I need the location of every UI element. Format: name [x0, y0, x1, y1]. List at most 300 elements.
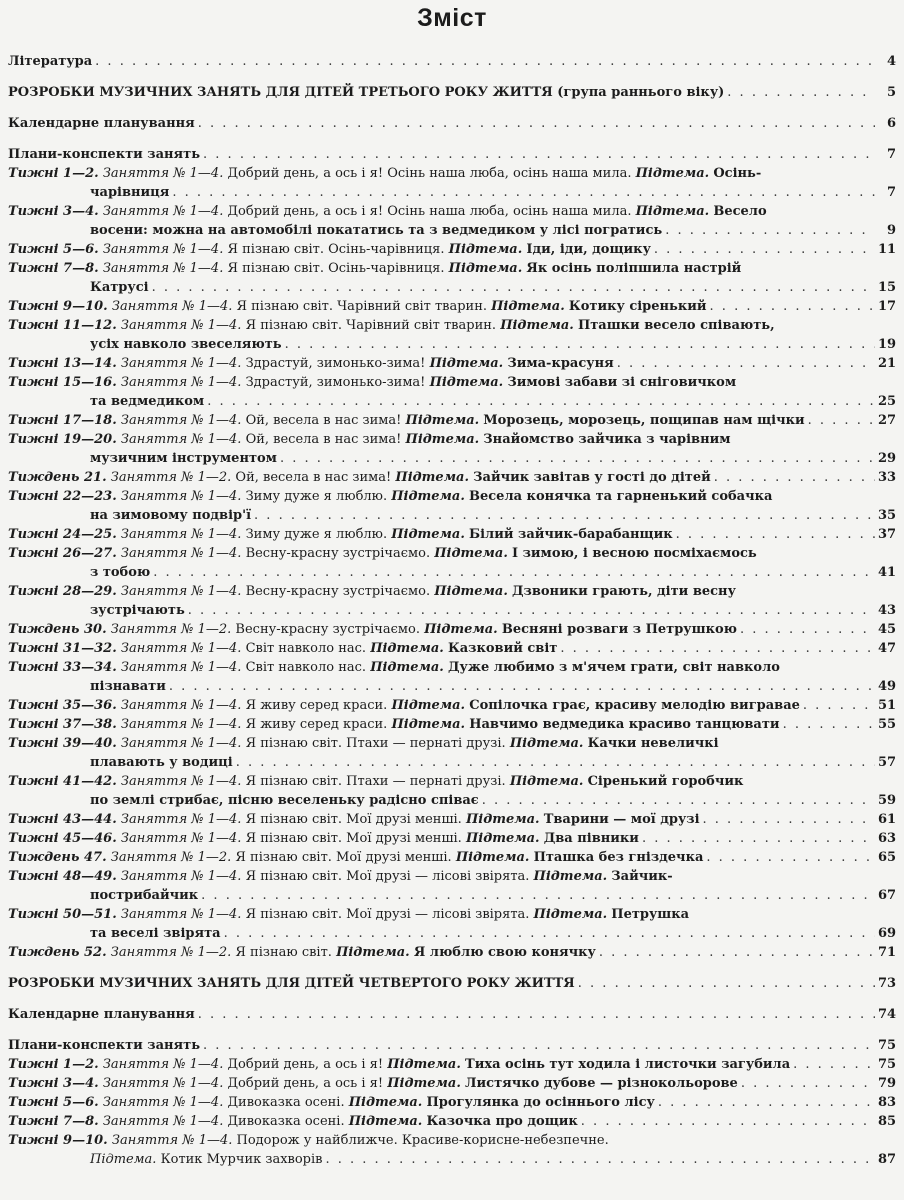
toc-line-continuation	[8, 563, 896, 582]
toc-entry-text	[8, 1112, 578, 1131]
toc-entry	[8, 297, 896, 316]
weeks-label: Тижні 1—2.	[8, 1057, 99, 1072]
subtopic-text: плавають у водиці	[90, 755, 233, 770]
toc-line	[8, 734, 896, 753]
page-number: 9	[886, 223, 896, 238]
subtopic-label: Підтема.	[405, 413, 480, 428]
toc-entry-text	[8, 1074, 738, 1093]
subtopic-label: Підтема.	[90, 1152, 157, 1167]
subtopic-label: Підтема.	[395, 470, 470, 485]
page-number: 17	[878, 299, 897, 314]
dot-leader	[280, 449, 875, 468]
toc-line	[8, 1036, 896, 1055]
weeks-label: Тиждень 52.	[8, 945, 107, 960]
dot-leader	[203, 145, 875, 164]
subtopic-text: Тварини — мої друзі	[543, 812, 700, 827]
dot-leader	[169, 677, 875, 696]
subtopic-label: Підтема.	[448, 261, 523, 276]
toc-entry-text	[8, 715, 780, 734]
page-number: 83	[878, 1095, 897, 1110]
toc-line	[8, 468, 896, 487]
toc-entry	[8, 829, 896, 848]
subtopic-label: Підтема.	[455, 850, 530, 865]
toc-line	[8, 114, 896, 133]
lesson-label: Заняття № 1—2.	[110, 945, 232, 960]
topic-text: Я пізнаю світ. Осінь-чарівниця.	[227, 242, 445, 257]
toc-entry	[8, 974, 896, 993]
dot-leader	[188, 601, 875, 620]
weeks-label: Тижні 7—8.	[8, 1114, 99, 1129]
subtopic-label: Підтема.	[635, 204, 710, 219]
toc-entry-text	[8, 297, 707, 316]
lesson-label: Заняття № 1—4.	[102, 1095, 224, 1110]
subtopic-label: Підтема.	[370, 660, 444, 675]
subtopic-text: Листячко дубове — різнокольорове	[465, 1076, 738, 1091]
toc-entry	[8, 430, 896, 468]
subtopic-label: Підтема.	[424, 622, 498, 637]
toc-line	[8, 1074, 896, 1093]
toc-entry-text	[8, 240, 651, 259]
toc-entry-continuation	[90, 335, 282, 354]
toc-entry	[8, 943, 896, 962]
toc-line	[8, 905, 896, 924]
dot-leader	[207, 392, 875, 411]
toc-entry-text	[8, 259, 741, 278]
toc-entry	[8, 52, 896, 71]
toc-line	[8, 848, 896, 867]
subtopic-label: Підтема.	[391, 717, 466, 732]
lesson-label: Заняття № 1—4.	[120, 698, 242, 713]
toc-line-continuation	[8, 886, 896, 905]
lesson-label: Заняття № 1—4.	[120, 318, 242, 333]
subtopic-label: Підтема.	[370, 641, 444, 656]
page-number: 47	[878, 641, 897, 656]
subtopic-label: Підтема.	[387, 1076, 461, 1091]
lesson-label: Заняття № 1—4.	[120, 660, 242, 675]
topic-text: Я пізнаю світ. Чарівний світ тварин.	[245, 318, 497, 333]
topic-text: Я пізнаю світ. Мої друзі — лісові звірята.	[245, 869, 530, 884]
toc-entry	[8, 582, 896, 620]
toc-entry	[8, 1112, 896, 1131]
subtopic-text: Прогулянка до осіннього лісу	[426, 1095, 655, 1110]
toc-line-continuation	[8, 392, 896, 411]
subtopic-label: Підтема.	[391, 698, 466, 713]
dot-leader	[153, 563, 875, 582]
toc-entry-text	[8, 582, 736, 601]
topic-text: Добрий день, а ось і я! Осінь наша люба, осінь наша мила.	[227, 166, 632, 181]
dot-leader	[793, 1055, 875, 1074]
dot-leader	[198, 114, 875, 133]
subtopic-text: Весело	[713, 204, 767, 219]
weeks-label: Тижні 41—42.	[8, 774, 117, 789]
toc-entry-text	[8, 411, 805, 430]
weeks-label: Тижні 5—6.	[8, 242, 99, 257]
toc-entry-continuation	[90, 506, 251, 525]
toc-entry-title: Плани-конспекти занять	[8, 147, 201, 162]
toc-line	[8, 240, 896, 259]
page-number: 37	[878, 527, 897, 542]
toc-entry-text	[8, 525, 673, 544]
lesson-label: Заняття № 1—4.	[111, 299, 233, 314]
page-number: 21	[878, 356, 897, 371]
toc-line-continuation	[8, 791, 896, 810]
toc-line	[8, 83, 896, 102]
toc-entry-text	[8, 1131, 609, 1150]
toc-entry	[8, 658, 896, 696]
weeks-label: Тижні 9—10.	[8, 1133, 108, 1148]
lesson-label: Заняття № 1—4.	[120, 812, 242, 827]
topic-text: Я пізнаю світ. Осінь-чарівниця.	[227, 261, 445, 276]
subtopic-text: Знайомство зайчика з чарівним	[483, 432, 731, 447]
subtopic-label: Підтема.	[391, 527, 465, 542]
toc-entry-continuation	[90, 449, 277, 468]
toc-entry-title: Календарне планування	[8, 1007, 195, 1022]
subtopic-text: зустрічають	[90, 603, 185, 618]
toc-entry-text	[8, 544, 757, 563]
toc-line	[8, 164, 896, 183]
toc-entry-text	[8, 202, 767, 221]
page-number: 67	[878, 888, 897, 903]
subtopic-text: з тобою	[90, 565, 151, 580]
subtopic-text: Зайчик-	[611, 869, 673, 884]
subtopic-text: Зима-красуня	[507, 356, 614, 371]
lesson-label: Заняття № 1—4.	[102, 261, 224, 276]
dot-leader	[152, 278, 875, 297]
dot-leader	[285, 335, 875, 354]
toc-line	[8, 974, 896, 993]
table-of-contents	[8, 52, 896, 1169]
page-number: 65	[878, 850, 897, 865]
dot-leader	[665, 221, 875, 240]
topic-text: Здрастуй, зимонько-зима!	[245, 356, 426, 371]
toc-entry-text	[8, 943, 596, 962]
toc-entry-text	[8, 658, 780, 677]
page-number: 51	[878, 698, 897, 713]
lesson-label: Заняття № 1—4.	[120, 356, 242, 371]
topic-text: Добрий день, а ось і я! Осінь наша люба, осінь наша мила.	[227, 204, 632, 219]
page-number: 61	[878, 812, 897, 827]
topic-text: Здрастуй, зимонько-зима!	[245, 375, 426, 390]
topic-text: Світ навколо нас.	[245, 660, 367, 675]
topic-text: Я пізнаю світ. Мої друзі менші.	[235, 850, 452, 865]
toc-entry	[8, 848, 896, 867]
toc-entry-text	[8, 487, 772, 506]
dot-leader	[803, 696, 875, 715]
toc-entry-continuation	[90, 886, 198, 905]
topic-text: Я пізнаю світ. Птахи — пернаті друзі.	[245, 736, 506, 751]
toc-entry-title: РОЗРОБКИ МУЗИЧНИХ ЗАНЯТЬ ДЛЯ ДІТЕЙ ЧЕТВЕРТОГО РОКУ ЖИТТЯ	[8, 976, 575, 991]
dot-leader	[741, 1074, 875, 1093]
weeks-label: Тиждень 30.	[8, 622, 107, 637]
subtopic-text: Дуже любимо з м'ячем грати, світ навколо	[447, 660, 780, 675]
lesson-label: Заняття № 1—4.	[102, 242, 224, 257]
toc-line	[8, 411, 896, 430]
toc-entry-text	[8, 848, 703, 867]
subtopic-text: Петрушка	[611, 907, 690, 922]
subtopic-text: Казковий світ	[447, 641, 558, 656]
subtopic-text: Морозець, морозець, пощипав нам щічки	[483, 413, 805, 428]
page-number: 41	[878, 565, 897, 580]
lesson-label: Заняття № 1—4.	[102, 204, 224, 219]
toc-entry	[8, 114, 896, 133]
toc-entry	[8, 1093, 896, 1112]
subtopic-label: Підтема.	[348, 1095, 423, 1110]
dot-leader	[727, 83, 875, 102]
subtopic-text: Пташка без гніздечка	[533, 850, 704, 865]
toc-line	[8, 810, 896, 829]
topic-text: Дивоказка осені.	[227, 1114, 345, 1129]
page-number: 29	[878, 451, 897, 466]
lesson-label: Заняття № 1—4.	[120, 641, 242, 656]
dot-leader	[560, 639, 875, 658]
toc-line	[8, 1093, 896, 1112]
lesson-label: Заняття № 1—4.	[120, 869, 242, 884]
dot-leader	[783, 715, 875, 734]
subtopic-label: Підтема.	[533, 869, 608, 884]
weeks-label: Тижні 15—16.	[8, 375, 117, 390]
subtopic-text: музичним інструментом	[90, 451, 277, 466]
dot-leader	[617, 354, 875, 373]
page-number: 6	[886, 116, 896, 131]
toc-line	[8, 373, 896, 392]
lesson-label: Заняття № 1—4.	[120, 831, 242, 846]
lesson-label: Заняття № 1—4.	[120, 774, 242, 789]
weeks-label: Тиждень 21.	[8, 470, 107, 485]
toc-entry	[8, 259, 896, 297]
weeks-label: Тижні 3—4.	[8, 204, 99, 219]
toc-entry-continuation	[90, 183, 169, 202]
subtopic-text: по землі стрибає, пісню веселеньку радісно співає	[90, 793, 479, 808]
toc-entry-continuation	[90, 677, 166, 696]
toc-entry-text	[8, 772, 743, 791]
toc-line	[8, 829, 896, 848]
weeks-label: Тижні 37—38.	[8, 717, 117, 732]
subtopic-label: Підтема.	[491, 299, 565, 314]
weeks-label: Тижні 9—10.	[8, 299, 108, 314]
dot-leader	[198, 1005, 875, 1024]
page-number: 49	[878, 679, 897, 694]
page-number: 71	[878, 945, 897, 960]
subtopic-label: Підтема.	[509, 736, 584, 751]
weeks-label: Тижні 22—23.	[8, 489, 117, 504]
subtopic-label: Підтема.	[635, 166, 710, 181]
subtopic-text: Я люблю свою конячку	[413, 945, 596, 960]
weeks-label: Тижні 3—4.	[8, 1076, 99, 1091]
toc-entry-continuation	[90, 1150, 322, 1169]
toc-line	[8, 525, 896, 544]
toc-entry	[8, 316, 896, 354]
subtopic-text: Іди, іди, дощику	[526, 242, 651, 257]
weeks-label: Тижні 43—44.	[8, 812, 117, 827]
toc-entry-text	[8, 810, 700, 829]
topic-text: Зиму дуже я люблю.	[245, 489, 388, 504]
toc-entry-continuation	[90, 924, 221, 943]
subtopic-text: Казочка про дощик	[426, 1114, 578, 1129]
toc-entry	[8, 620, 896, 639]
lesson-label: Заняття № 1—4.	[120, 907, 242, 922]
weeks-label: Тижні 11—12.	[8, 318, 117, 333]
topic-text: Я пізнаю світ.	[235, 945, 332, 960]
toc-entry-continuation	[90, 753, 233, 772]
lesson-label: Заняття № 1—2.	[110, 850, 232, 865]
toc-line	[8, 259, 896, 278]
dot-leader	[658, 1093, 875, 1112]
dot-leader	[172, 183, 875, 202]
page-number: 69	[878, 926, 897, 941]
toc-entry	[8, 1005, 896, 1024]
topic-text: Ой, весела в нас зима!	[245, 432, 402, 447]
toc-line	[8, 316, 896, 335]
subtopic-text: І зимою, і весною посміхаємось	[512, 546, 757, 561]
subtopic-text: Качки невеличкі	[587, 736, 719, 751]
lesson-label: Заняття № 1—4.	[102, 166, 224, 181]
toc-line	[8, 145, 896, 164]
topic-text: Подорож у найближче. Красиве-корисне-небезпечне.	[236, 1133, 609, 1148]
subtopic-text: Тиха осінь тут ходила і листочки загубила	[465, 1057, 791, 1072]
topic-text: Я пізнаю світ. Мої друзі менші.	[245, 831, 462, 846]
page-number: 85	[878, 1114, 897, 1129]
weeks-label: Тижні 28—29.	[8, 584, 117, 599]
toc-line-continuation	[8, 677, 896, 696]
page-number: 45	[878, 622, 897, 637]
weeks-label: Тижні 48—49.	[8, 869, 117, 884]
weeks-label: Тижні 26—27.	[8, 546, 117, 561]
page-number: 73	[878, 976, 897, 991]
subtopic-text: Навчимо ведмедика красиво танцювати	[469, 717, 780, 732]
page-number: 25	[878, 394, 897, 409]
page-number: 87	[878, 1152, 897, 1167]
toc-line-continuation	[8, 753, 896, 772]
topic-text: Ой, весела в нас зима!	[235, 470, 392, 485]
subtopic-label: Підтема.	[509, 774, 584, 789]
toc-line	[8, 772, 896, 791]
toc-entry-continuation	[90, 278, 149, 297]
topic-text: Зиму дуже я люблю.	[245, 527, 388, 542]
subtopic-text: Пташки весело співають,	[577, 318, 775, 333]
toc-entry	[8, 468, 896, 487]
page-number: 43	[878, 603, 897, 618]
subtopic-text: Сіренький горобчик	[587, 774, 744, 789]
toc-line	[8, 639, 896, 658]
dot-leader	[578, 974, 875, 993]
lesson-label: Заняття № 1—4.	[120, 489, 242, 504]
subtopic-text: на зимовому подвір'ї	[90, 508, 252, 523]
lesson-label: Заняття № 1—4.	[111, 1133, 233, 1148]
topic-text: Я пізнаю світ. Птахи — пернаті друзі.	[245, 774, 506, 789]
subtopic-text: Як осінь поліпшила настрій	[526, 261, 742, 276]
lesson-label: Заняття № 1—4.	[120, 736, 242, 751]
toc-line	[8, 620, 896, 639]
subtopic-text: Сопілочка грає, красиву мелодію вигравае	[469, 698, 800, 713]
dot-leader	[201, 886, 875, 905]
subtopic-text: Весняні розваги з Петрушкою	[501, 622, 737, 637]
toc-entry-text	[8, 430, 731, 449]
lesson-label: Заняття № 1—4.	[102, 1076, 224, 1091]
subtopic-label: Підтема.	[448, 242, 523, 257]
page-number: 75	[878, 1057, 897, 1072]
toc-entry	[8, 83, 896, 102]
dot-leader	[325, 1150, 875, 1169]
dot-leader	[714, 468, 875, 487]
toc-entry-title: Календарне планування	[8, 116, 195, 131]
dot-leader	[642, 829, 875, 848]
topic-text: Весну-красну зустрічаємо.	[245, 584, 431, 599]
dot-leader	[203, 1036, 875, 1055]
weeks-label: Тижні 1—2.	[8, 166, 99, 181]
subtopic-label: Підтема.	[465, 831, 540, 846]
toc-entry-text	[8, 620, 737, 639]
dot-leader	[654, 240, 875, 259]
page-number: 79	[878, 1076, 897, 1091]
toc-entry	[8, 240, 896, 259]
page-number: 33	[878, 470, 897, 485]
subtopic-label: Підтема.	[533, 907, 608, 922]
subtopic-text: Білий зайчик-барабанщик	[469, 527, 673, 542]
toc-line-continuation	[8, 506, 896, 525]
page-number: 75	[878, 1038, 897, 1053]
subtopic-text: Весела конячка та гарненький собачка	[469, 489, 773, 504]
subtopic-text: Котику сіренький	[568, 299, 707, 314]
subtopic-label: Підтема.	[429, 356, 504, 371]
weeks-label: Тижні 39—40.	[8, 736, 117, 751]
toc-entry	[8, 525, 896, 544]
subtopic-text: восени: можна на автомобілі покататись та з ведмедиком у лісі погратись	[90, 223, 663, 238]
toc-entry-continuation	[90, 791, 479, 810]
topic-text: Весну-красну зустрічаємо.	[245, 546, 431, 561]
toc-entry	[8, 696, 896, 715]
subtopic-label: Підтема.	[336, 945, 410, 960]
toc-entry-title: Плани-конспекти занять	[8, 1038, 201, 1053]
weeks-label: Тижні 33—34.	[8, 660, 117, 675]
page-number: 11	[878, 242, 897, 257]
toc-entry-text	[8, 354, 614, 373]
toc-entry-title: Література	[8, 54, 93, 69]
topic-text: Весну-красну зустрічаємо.	[235, 622, 420, 637]
page-number: 35	[878, 508, 897, 523]
topic-text: Я пізнаю світ. Мої друзі — лісові звірята.	[245, 907, 530, 922]
subtopic-label: Підтема.	[348, 1114, 423, 1129]
weeks-label: Тижні 31—32.	[8, 641, 117, 656]
page-number: 7	[886, 147, 896, 162]
subtopic-text: та ведмедиком	[90, 394, 205, 409]
toc-entry	[8, 1074, 896, 1093]
toc-entry	[8, 544, 896, 582]
toc-entry	[8, 905, 896, 943]
toc-entry-text	[8, 905, 689, 924]
subtopic-text: усіх навколо звеселяють	[90, 337, 282, 352]
lesson-label: Заняття № 1—4.	[102, 1057, 224, 1072]
toc-line	[8, 354, 896, 373]
subtopic-text: та веселі звірята	[90, 926, 221, 941]
toc-entry	[8, 772, 896, 810]
toc-entry	[8, 411, 896, 430]
lesson-label: Заняття № 1—4.	[120, 432, 242, 447]
topic-text: Добрий день, а ось і я!	[227, 1076, 384, 1091]
weeks-label: Тижні 45—46.	[8, 831, 117, 846]
toc-line	[8, 943, 896, 962]
lesson-label: Заняття № 1—4.	[120, 584, 242, 599]
page-number: 5	[886, 85, 896, 100]
toc-line	[8, 544, 896, 563]
dot-leader	[95, 52, 875, 71]
subtopic-label: Підтема.	[405, 432, 480, 447]
lesson-label: Заняття № 1—2.	[110, 622, 232, 637]
lesson-label: Заняття № 1—4.	[120, 375, 242, 390]
toc-entry	[8, 715, 896, 734]
toc-entry	[8, 354, 896, 373]
page-number: 15	[878, 280, 897, 295]
dot-leader	[740, 620, 875, 639]
